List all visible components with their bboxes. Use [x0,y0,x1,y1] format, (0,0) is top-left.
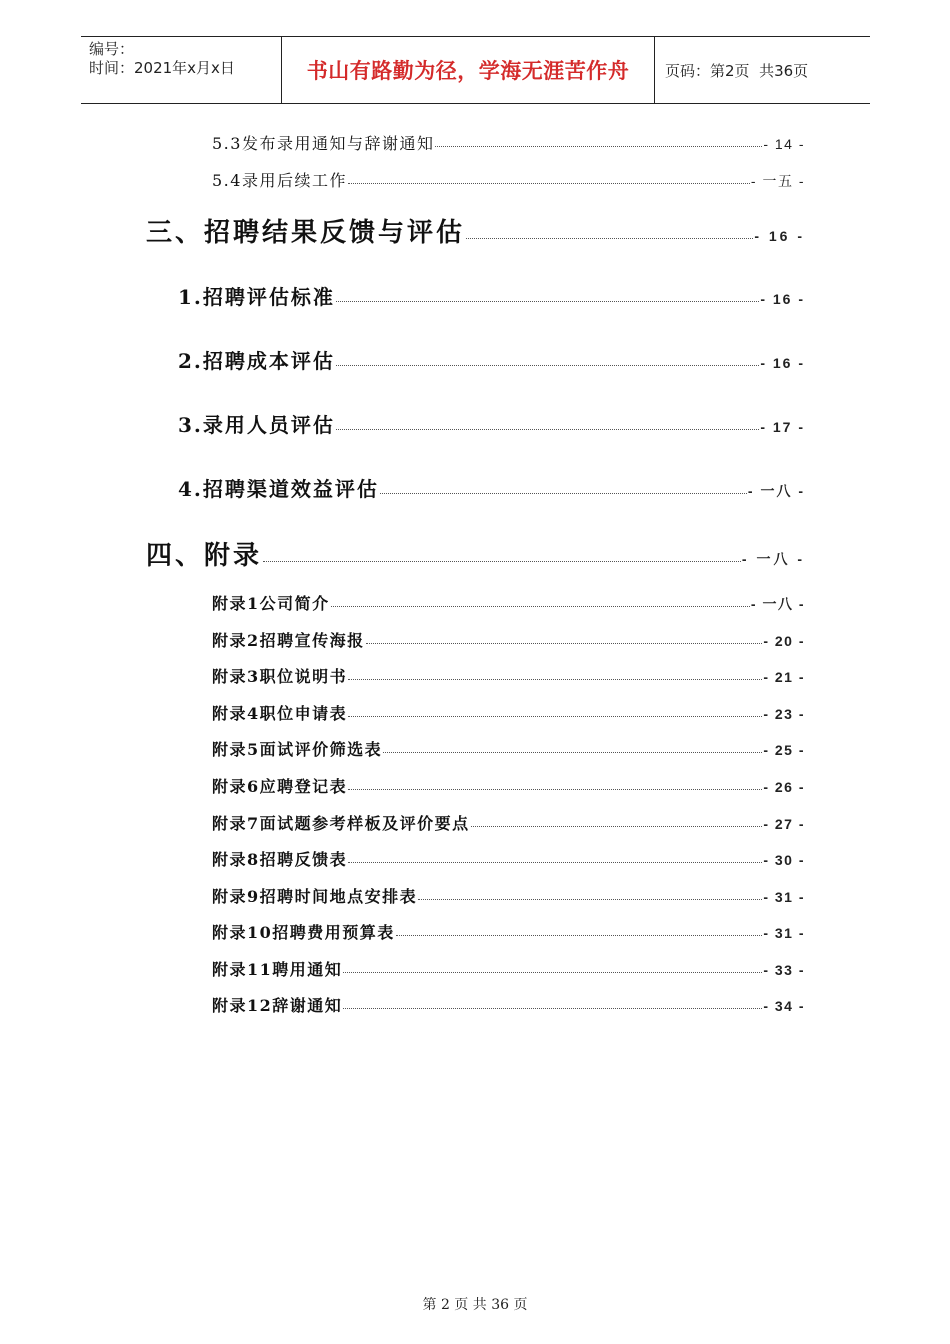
toc-entry-title: 附录9招聘时间地点安排表 [212,887,418,906]
toc-entry-title: 5.3发布录用通知与辞谢通知 [212,134,435,153]
toc-entry-title: 附录12辞谢通知 [212,996,343,1015]
toc-entry-title: 附录5面试评价筛选表 [212,740,383,759]
toc-entry-title: 附录6应聘登记表 [212,777,348,796]
toc-entry[interactable] [146,535,805,572]
toc-entry[interactable] [178,345,805,374]
toc-entry-title: 3.录用人员评估 [178,413,335,437]
toc-entry[interactable] [212,664,805,687]
toc-entry-page: - 一八 - [741,551,805,567]
toc-leader-dots [336,365,759,366]
toc-leader-dots [348,183,750,184]
toc-leader-dots [336,301,759,302]
toc-leader-dots [466,238,753,239]
toc-leader-dots [348,679,762,680]
toc-entry-page: - 一五 - [750,173,805,189]
toc-entry[interactable] [178,409,805,438]
toc-leader-dots [380,493,747,494]
toc-entry-title: 附录2招聘宣传海报 [212,631,365,650]
toc-entry-page: - 17 - [760,419,805,435]
toc-entry-page: - 31 - [763,925,805,941]
toc-entry-page: - 21 - [763,669,805,685]
toc-entry-page: - 31 - [763,889,805,905]
toc-entry[interactable] [212,628,805,651]
toc-entry[interactable] [212,884,805,907]
toc-entry-title: 附录11聘用通知 [212,960,343,979]
page-footer: 第 2 页 共 36 页 [422,1297,528,1313]
toc-entry[interactable] [212,847,805,870]
toc-leader-dots [348,789,762,790]
toc-leader-dots [435,146,762,147]
toc-entry-title: 附录3职位说明书 [212,667,348,686]
toc-entry-page: - 26 - [763,779,805,795]
toc-entry-page: - 16 - [760,355,805,371]
toc-entry-title: 5.4录用后续工作 [212,171,347,190]
toc-entry-title: 4.招聘渠道效益评估 [178,477,379,501]
toc-leader-dots [336,429,759,430]
toc-entry[interactable] [178,473,805,502]
toc-entry[interactable] [212,774,805,797]
toc-leader-dots [263,561,741,562]
toc-entry-page: - 27 - [763,816,805,832]
toc-entry-page: - 16 - [754,228,805,244]
motto-text: 书山有路勤为径，学海无涯苦作舟 [306,59,630,83]
toc-leader-dots [418,899,762,900]
toc-entry-title: 附录10招聘费用预算表 [212,923,395,942]
toc-entry[interactable] [212,920,805,943]
toc-entry-title: 附录7面试题参考样板及评价要点 [212,814,470,833]
toc-entry[interactable] [212,993,805,1016]
toc-entry-page: - 16 - [760,291,805,307]
toc-entry[interactable] [178,281,805,310]
header-meta [81,37,281,103]
toc-entry-page: - 23 - [763,706,805,722]
toc-entry-page: - 33 - [763,962,805,978]
toc-leader-dots [343,1008,762,1009]
toc-entry-page: - 30 - [763,852,805,868]
toc-entry-title: 附录1公司简介 [212,594,330,613]
header-motto [281,37,655,103]
toc-entry[interactable] [212,737,805,760]
toc-entry[interactable] [212,591,805,614]
toc-entry[interactable] [146,212,805,249]
page-info-text: 页码：第2页 共36页 [665,61,809,80]
toc-entry[interactable] [212,131,805,154]
page-header [81,36,870,104]
number-label: 编号： [89,40,135,58]
toc-leader-dots [471,826,763,827]
toc-leader-dots [383,752,762,753]
time-label: 时间：2021年x月x日 [89,59,235,77]
header-page-info [655,37,870,103]
toc-entry-title: 四、附录 [146,541,263,571]
toc-entry-page: - 20 - [763,633,805,649]
toc-entry-title: 1.招聘评估标准 [178,285,335,309]
toc-entry-title: 附录8招聘反馈表 [212,850,348,869]
toc-leader-dots [331,606,750,607]
toc-entry-page: - 一八 - [747,483,805,499]
toc-entry[interactable] [212,701,805,724]
toc-entry-title: 2.招聘成本评估 [178,349,335,373]
toc-leader-dots [343,972,762,973]
toc-entry-title: 三、招聘结果反馈与评估 [146,218,466,248]
toc-entry-page: - 一八 - [750,596,805,612]
toc-entry[interactable] [212,957,805,980]
toc-entry-title: 附录4职位申请表 [212,704,348,723]
toc-entry-page: - 25 - [763,742,805,758]
toc-entry-page: - 34 - [763,998,805,1014]
toc-entry[interactable] [212,168,805,191]
toc-leader-dots [396,935,763,936]
toc-leader-dots [348,862,762,863]
toc-entry-page: - 14 - [763,136,805,152]
toc-leader-dots [366,643,763,644]
toc-entry[interactable] [212,811,805,834]
toc-leader-dots [348,716,762,717]
